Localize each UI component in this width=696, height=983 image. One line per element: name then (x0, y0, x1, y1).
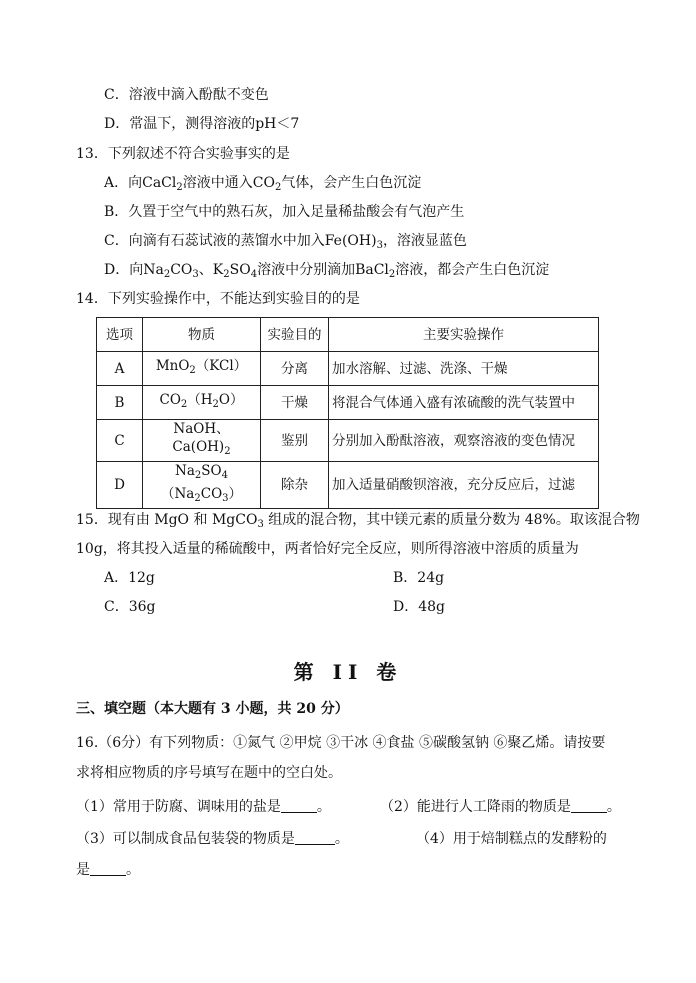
q13-stem: 13．下列叙述不符合实验事实的是 (76, 146, 290, 162)
cell-operation: 加水溶解、过滤、洗涤、干燥 (329, 352, 599, 386)
table-row (97, 386, 599, 420)
header-substance: 物质 (143, 318, 261, 352)
cell-option: D (97, 462, 143, 509)
header-operation: 主要实验操作 (329, 318, 599, 352)
answer-blank-2[interactable] (571, 798, 607, 813)
q15-option-d: D．48g (393, 599, 446, 615)
cell-purpose: 分离 (261, 352, 329, 386)
cell-substance: $Na_2SO_4(Na_2CO_3)$ (143, 462, 261, 509)
part-title: 第 II 卷 (293, 660, 403, 684)
q15-stem-line2: 10g，将其投入适量的稀硫酸中，两者恰好完全反应，则所得溶液中溶质的质量为 (76, 541, 579, 557)
q16-stem-line2: 求将相应物质的序号填写在题中的空白处。 (76, 765, 342, 781)
q13-option-b: B．久置于空气中的熟石灰，加入足量稀盐酸会有气泡产生 (104, 204, 465, 220)
table-row (97, 352, 599, 386)
q13-option-c: C．向滴有石蕊试液的蒸馏水中加入$Fe(OH)_3$，溶液显蓝色 (104, 233, 467, 251)
section-heading: 三、填空题（本大题有 3 小题，共 20 分） (76, 701, 349, 717)
cell-substance: NaOH、$Ca(OH)_2$ (143, 420, 261, 462)
answer-blank-3[interactable] (295, 830, 335, 845)
cell-purpose: 除杂 (261, 462, 329, 509)
q16-part2: （2）能进行人工降雨的物质是 。 (380, 799, 621, 815)
q16-stem-line1: 16.（6分）有下列物质：①氮气 ②甲烷 ③干冰 ④食盐 ⑤碳酸氢钠 ⑥聚乙烯。请按要 (76, 735, 606, 751)
answer-blank-1[interactable] (281, 798, 317, 813)
cell-substance: MnO$_2$（KCl） (143, 352, 261, 386)
q12-option-d: D．常温下，测得溶液的pH＜7 (104, 116, 300, 132)
q16-part4-cont: 是 。 (76, 862, 140, 878)
header-purpose: 实验目的 (261, 318, 329, 352)
cell-operation: 加入适量硝酸钡溶液，充分反应后，过滤 (329, 462, 599, 509)
q15-stem-line1: 15．现有由 MgO 和 MgCO$_3$ 组成的混合物，其中镁元素的质量分数为 48%。取该混合物 (76, 512, 640, 530)
q15-option-a: A．12g (104, 570, 155, 586)
q15-option-b: B．24g (393, 570, 445, 586)
cell-substance: $CO_2(H_2O)$ (143, 386, 261, 420)
cell-operation: 将混合气体通入盛有浓硫酸的洗气装置中 (329, 386, 599, 420)
q14-table (96, 317, 599, 509)
q14-stem: 14．下列实验操作中，不能达到实验目的的是 (76, 291, 360, 307)
q16-part3: （3）可以制成食品包装袋的物质是 。 (76, 831, 349, 847)
cell-option: C (97, 420, 143, 462)
answer-blank-4[interactable] (90, 861, 126, 876)
q13-option-a: A．向CaCl$_2$溶液中通入$CO_2$气体，会产生白色沉淀 (104, 175, 422, 193)
q15-option-c: C．36g (104, 599, 156, 615)
q16-part1: （1）常用于防腐、调味用的盐是 。 (76, 799, 331, 815)
table-header-row (97, 318, 599, 352)
cell-operation: 分别加入酚酞溶液，观察溶液的变色情况 (329, 420, 599, 462)
q13-option-d: D．向$Na_2CO_3$、$K_2SO_4$溶液中分别滴加BaCl$_2$溶液，都会产生白色沉淀 (104, 262, 550, 280)
q16-part4: （4）用于焙制糕点的发酵粉的 (416, 831, 607, 847)
q12-option-c: C．溶液中滴入酚酞不变色 (104, 87, 269, 103)
table-row (97, 462, 599, 509)
header-option: 选项 (97, 318, 143, 352)
cell-purpose: 鉴别 (261, 420, 329, 462)
cell-option: A (97, 352, 143, 386)
table-row (97, 420, 599, 462)
cell-purpose: 干燥 (261, 386, 329, 420)
cell-option: B (97, 386, 143, 420)
